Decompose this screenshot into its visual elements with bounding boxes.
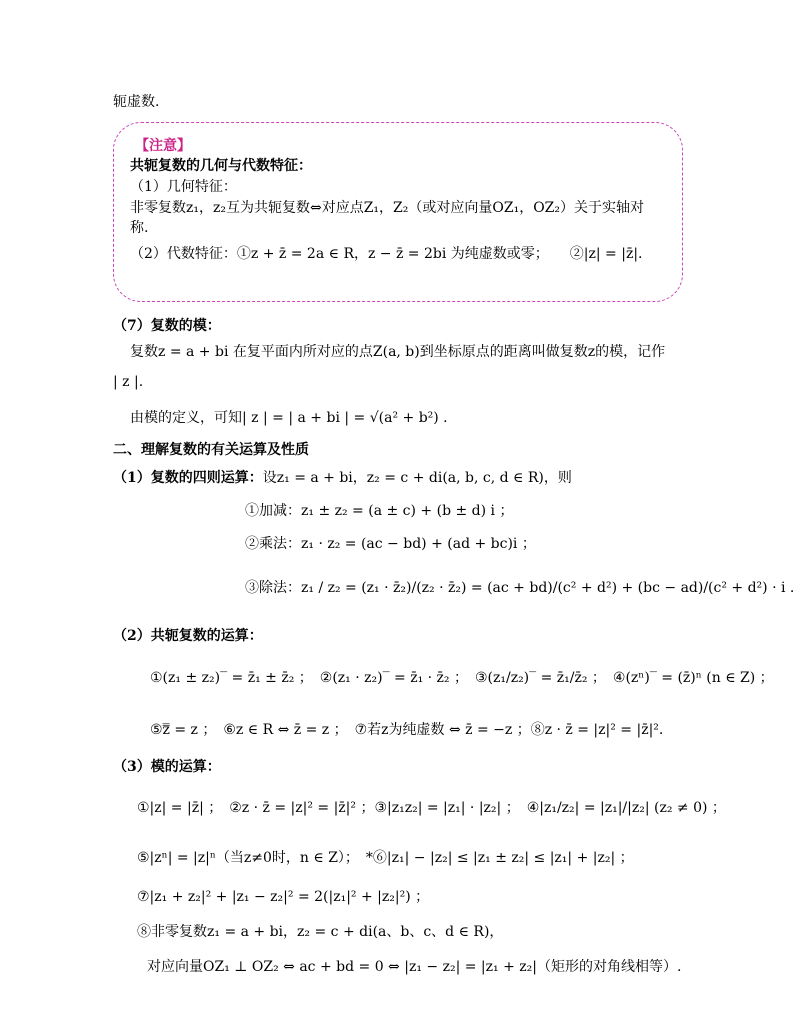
- mod-line-3: ⑦|z₁ + z₂|² + |z₁ − z₂|² = 2(|z₁|² + |z₂|²) ；: [137, 889, 430, 905]
- note-geo-text-2: 称.: [130, 220, 149, 236]
- ops-line: [113, 468, 572, 488]
- intro-line: 轭虚数.: [113, 94, 160, 110]
- note-geo-label: （1）几何特征：: [130, 179, 237, 195]
- note-heading: 共轭复数的几何与代数特征：: [130, 158, 312, 174]
- mod-line-5: 对应向量OZ₁ ⊥ OZ₂ ⇔ ac + bd = 0 ⇔ |z₁ − z₂| = |z₁ + z₂|（矩形的对角线相等）.: [147, 959, 682, 975]
- mod-line-4: ⑧非零复数z₁ = a + bi，z₂ = c + di(a、b、c、d ∈ R)，: [137, 924, 504, 940]
- modulus-heading: （7）复数的模：: [113, 318, 221, 334]
- note-geo-text-1: 非零复数z₁，z₂互为共轭复数⇔对应点Z₁，Z₂（或对应向量OZ₁，OZ₂）关于实轴对: [130, 200, 645, 216]
- ops-heading: （1）复数的四则运算：: [113, 470, 263, 486]
- note-title: 【注意】: [135, 138, 191, 154]
- modulus-text-3: 由模的定义，可知| z | = | a + bi | = √(a² + b²) .: [130, 410, 448, 426]
- conj-line-1: ①(z₁ ± z₂)‾ = z̄₁ ± z̄₂ ； ②(z₁ · z₂)‾ = z̄₁ · z̄₂ ； ③(z₁/z₂)‾ = z̄₁/z̄₂ ； ④(zⁿ)‾ = (z̄)ⁿ (n ∈ Z) ；: [150, 670, 774, 686]
- note-alg-text: （2）代数特征：①z + z̄ = 2a ∈ R，z − z̄ = 2bi 为纯虚数或零； ②|z| = |z̄|.: [130, 246, 643, 262]
- mod-heading: （3）模的运算：: [113, 759, 221, 775]
- op-mul: ②乘法：z₁ · z₂ = (ac − bd) + (ad + bc)i ；: [245, 536, 536, 552]
- modulus-text-1: 复数z = a + bi 在复平面内所对应的点Z(a, b)到坐标原点的距离叫做复数z的模，记作: [130, 344, 666, 360]
- op-div: ③除法：z₁ / z₂ = (z₁ · z̄₂)/(z₂ · z̄₂) = (ac + bd)/(c² + d²) + (bc − ad)/(c² + d²) · i .: [245, 580, 794, 596]
- modulus-text-2: | z |.: [113, 374, 144, 390]
- section-2-title: 二、理解复数的有关运算及性质: [113, 442, 309, 458]
- conj-line-2: ⑤z̿ = z ； ⑥z ∈ R ⇔ z̄ = z ； ⑦若z为纯虚数 ⇔ z̄ = −z ；⑧z · z̄ = |z|² = |z̄|².: [150, 722, 664, 738]
- ops-intro: 设z₁ = a + bi，z₂ = c + di(a, b, c, d ∈ R)，则: [262, 470, 572, 486]
- op-add: ①加减：z₁ ± z₂ = (a ± c) + (b ± d) i ；: [245, 503, 514, 519]
- mod-line-2: ⑤|zⁿ| = |z|ⁿ（当z≠0时，n ∈ Z）； *⑥|z₁| − |z₂| ≤ |z₁ ± z₂| ≤ |z₁| + |z₂| ；: [137, 850, 634, 866]
- mod-line-1: ①|z| = |z̄| ； ②z · z̄ = |z|² = |z̄|² ；③|z₁z₂| = |z₁| · |z₂| ； ④|z₁/z₂| = |z₁|/|z₂| (z₂ ≠ 0) ；: [137, 800, 726, 816]
- conj-heading: （2）共轭复数的运算：: [113, 628, 263, 644]
